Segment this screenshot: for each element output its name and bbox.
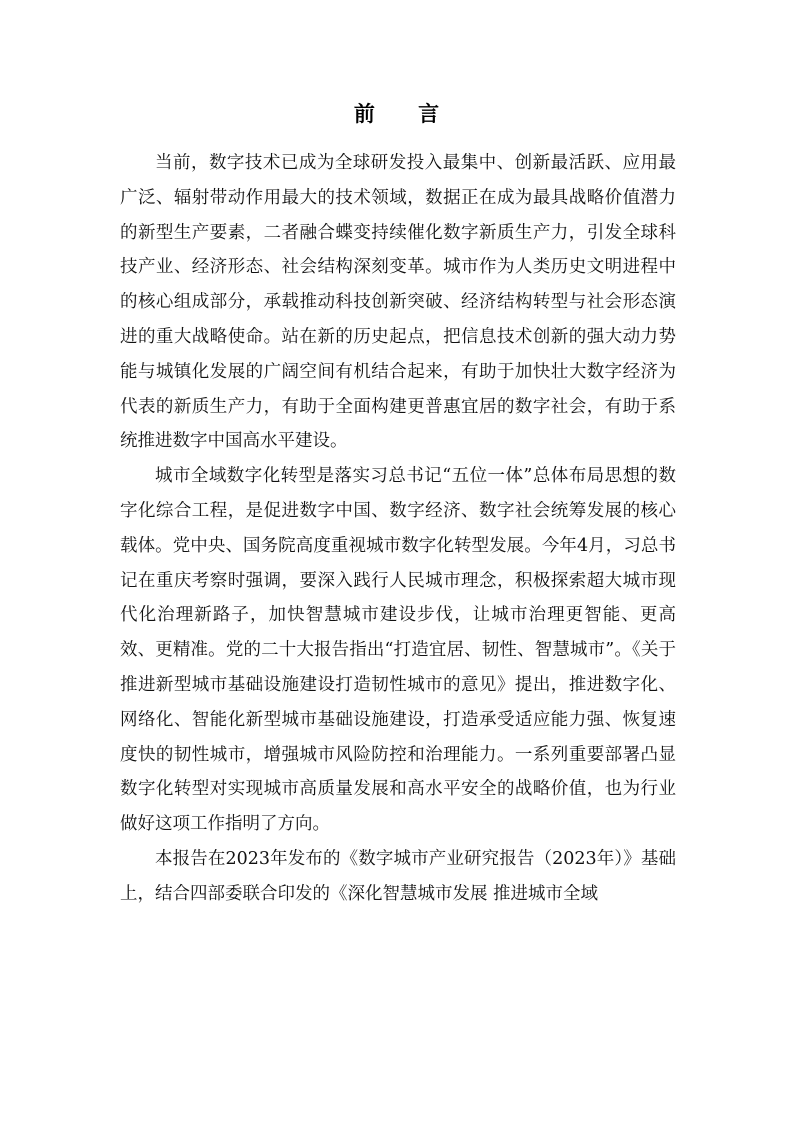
paragraph-3: 本报告在2023年发布的《数字城市产业研究报告（2023年）》基础上，结合四部委联合印发的《深化智慧城市发展 推进城市全域 [120, 848, 676, 904]
paragraph-1: 当前，数字技术已成为全球研发投入最集中、创新最活跃、应用最广泛、辐射带动作用最大的技术领域，数据正在成为最具战略价值潜力的新型生产要素，二者融合蝶变持续催化数字新质生产力，引发全球科技产业、经济形态、社会结构深刻变革。城市作为人类历史文明进程中的核心组成部分，承载推动科技创新突破、经济结构转型与社会形态演进的重大战略使命。站在新的历史起点，把信息技术创新的强大动力势能与城镇化发展的广阔空间有机结合起来，有助于加快壮大数字经济为代表的新质生产力，有助于全面构建更普惠宜居的数字社会，有助于系统推进数字中国高水平建设。 [120, 153, 676, 452]
page-title: 前 言 [353, 102, 458, 126]
document-body [120, 146, 676, 912]
paragraph-2: 城市全域数字化转型是落实习总书记“五位一体”总体布局思想的数字化综合工程，是促进数字中国、数字经济、数字社会统筹发展的核心载体。党中央、国务院高度重视城市数字化转型发展。今年4月，习总书记在重庆考察时强调，要深入践行人民城市理念，积极探索超大城市现代化治理新路子，加快智慧城市建设步伐，让城市治理更智能、更高效、更精准。党的二十大报告指出“打造宜居、韧性、智慧城市”。《关于推进新型城市基础设施建设打造韧性城市的意见》提出，推进数字化、网络化、智能化新型城市基础设施建设，打造承受适应能力强、恢复速度快的韧性城市，增强城市风险防控和治理能力。一系列重要部署凸显数字化转型对实现城市高质量发展和高水平安全的战略价值，也为行业做好这项工作指明了方向。 [120, 466, 676, 835]
